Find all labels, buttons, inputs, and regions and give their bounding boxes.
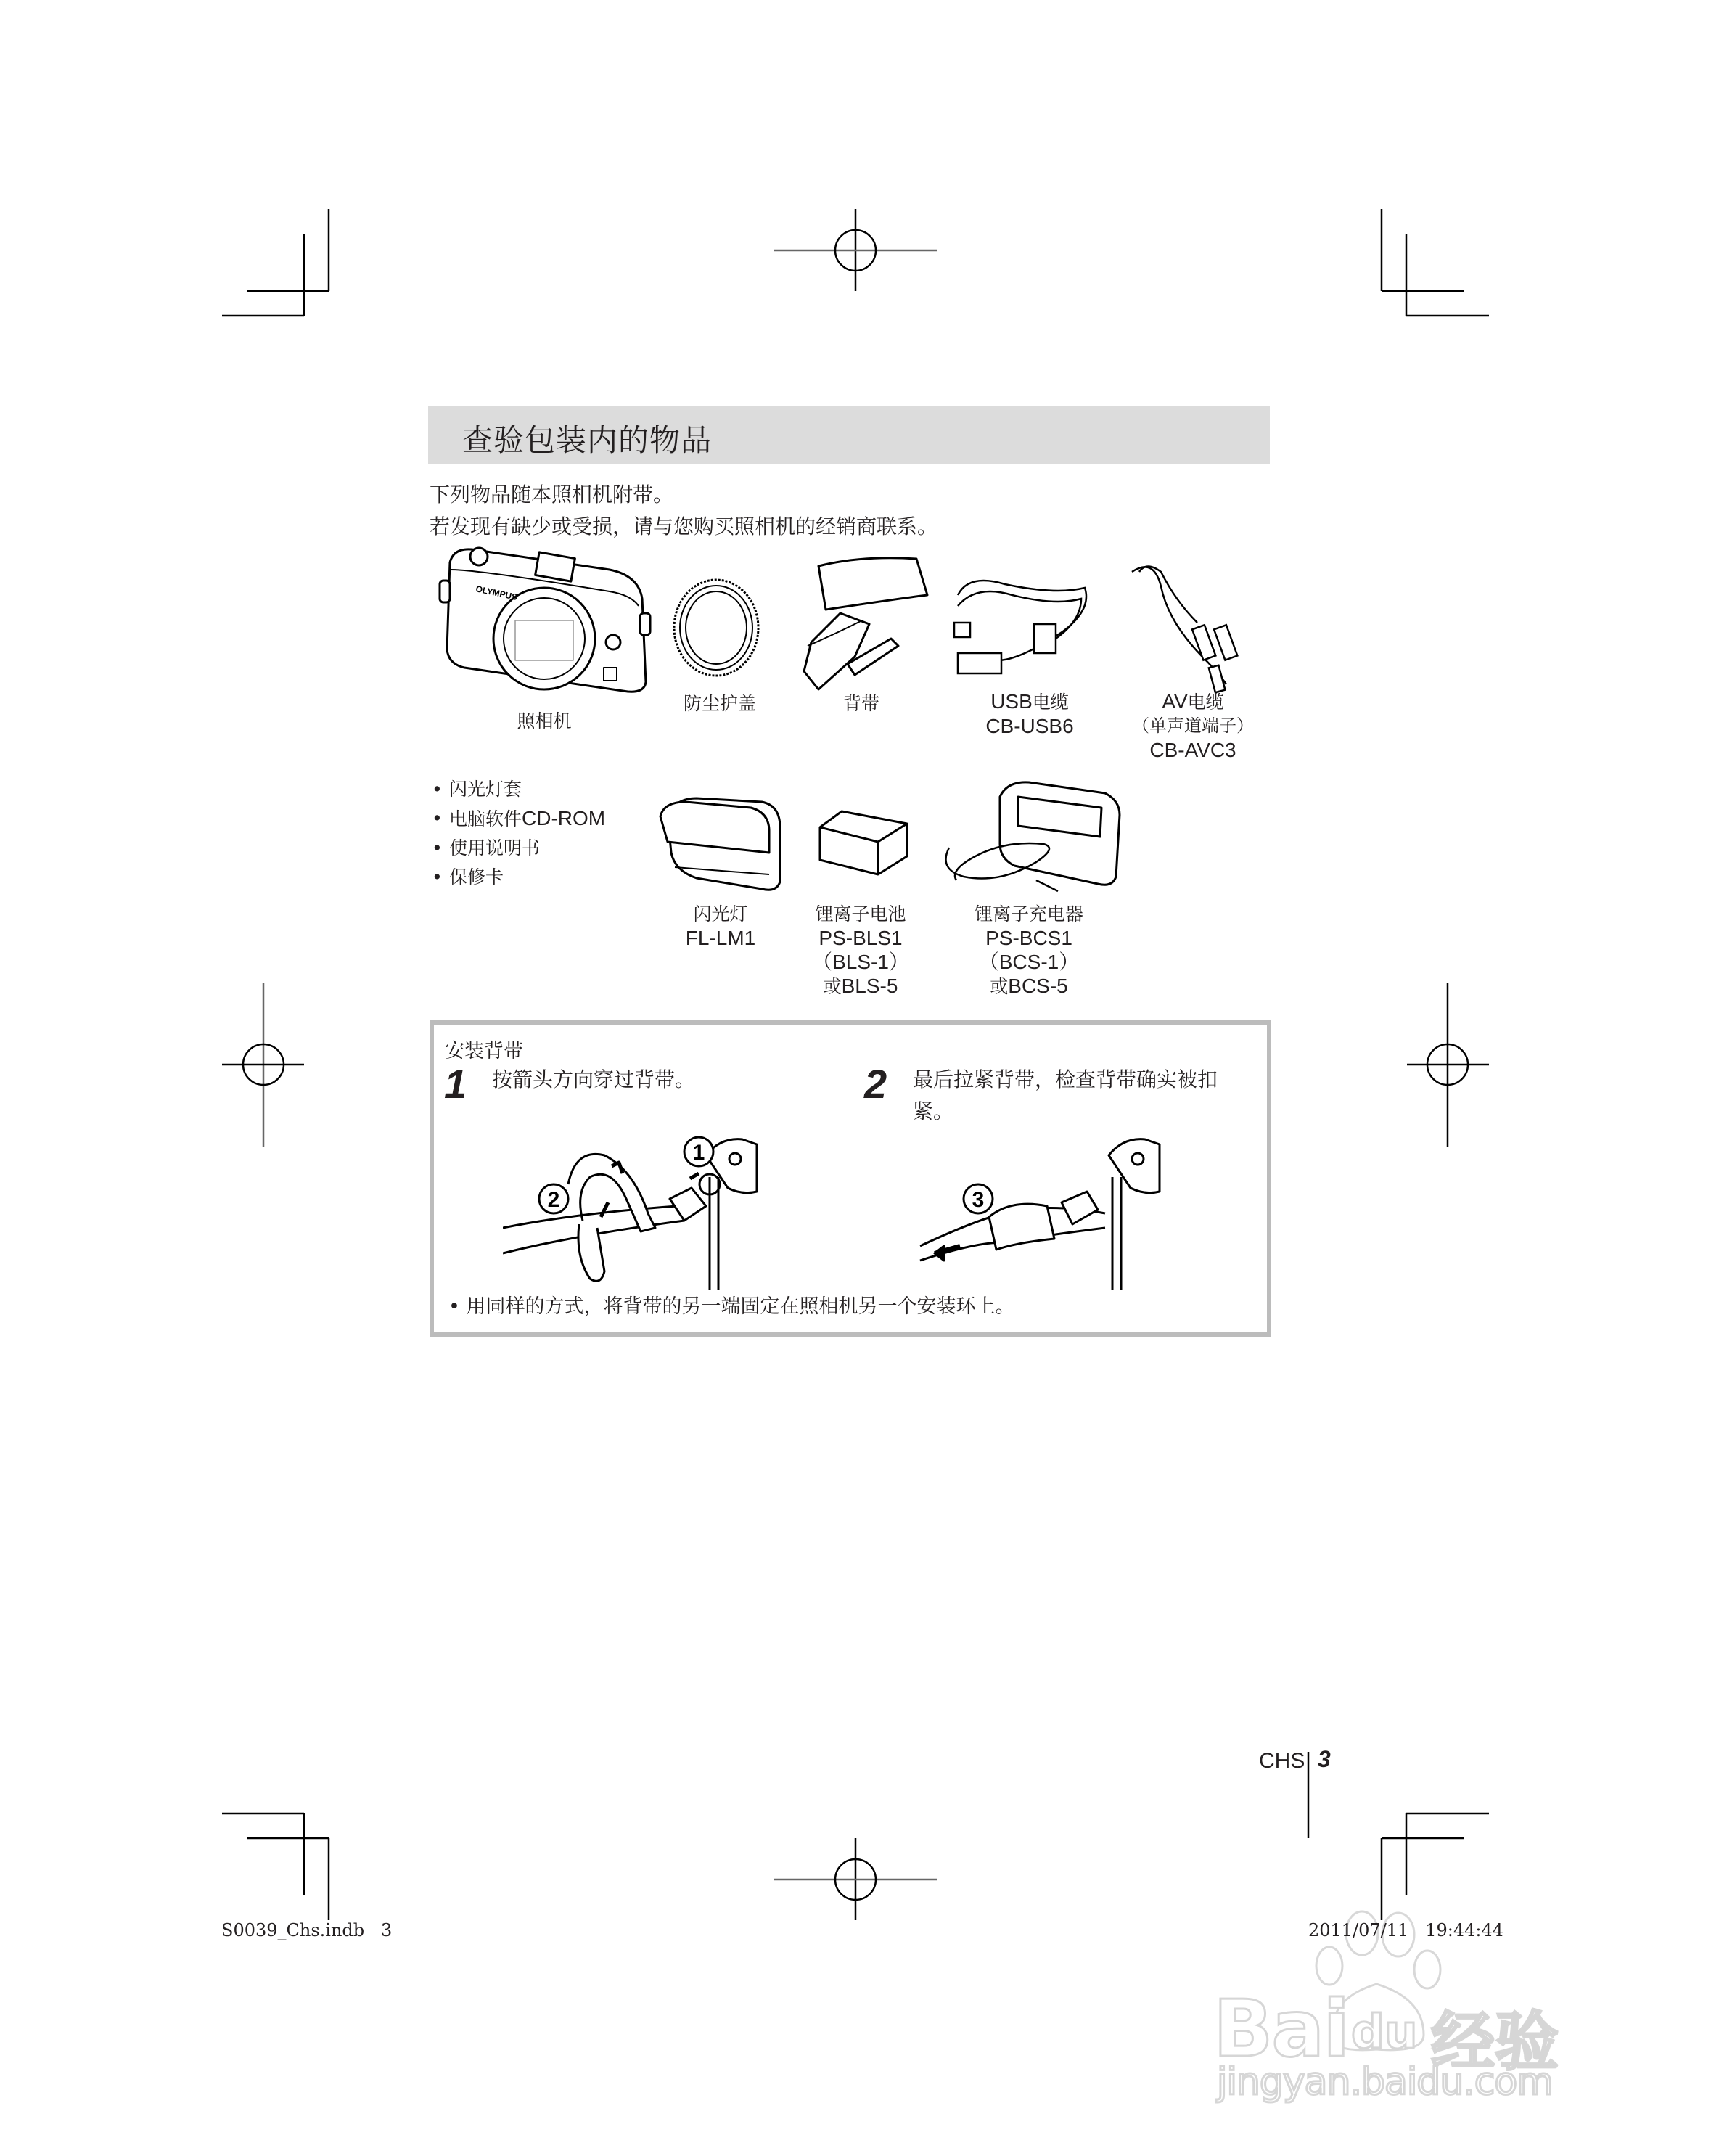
step-2-number: 2 (864, 1061, 887, 1107)
strap-note: • 用同样的方式，将背带的另一端固定在照相机另一个安装环上。 (448, 1295, 1015, 1318)
strap-box-title: 安装背带 (445, 1040, 523, 1062)
list-item: • 使用说明书 (432, 834, 605, 863)
item-label-usb-cable: USB电缆 CB-USB6 (985, 690, 1074, 737)
usb-cable-illustration (947, 566, 1099, 689)
item-label-av-cable: AV电缆 （单声道端子） CB-AVC3 (1132, 690, 1254, 761)
step-1-text: 按箭头方向穿过背带。 (492, 1067, 696, 1091)
camera-brand-text: OLYMPUS (475, 583, 519, 603)
step-1-number: 1 (444, 1061, 467, 1107)
item-label-battery: 锂离子电池 PS-BLS1 （BLS-1） 或BLS-5 (812, 903, 909, 997)
strap-step2-illustration (916, 1134, 1192, 1290)
slug-filename: S0039_Chs.indb 3 (221, 1920, 393, 1940)
section-header (428, 406, 1270, 464)
list-item: • 保修卡 (432, 863, 605, 892)
step-2-text: 最后拉紧背带，检查背带确实被扣 紧。 (913, 1067, 1218, 1123)
item-label-camera: 照相机 (517, 710, 572, 731)
callout-2: 2 (547, 1188, 560, 1212)
camera-illustration (435, 541, 653, 697)
item-label-body-cap: 防尘护盖 (683, 693, 757, 714)
intro-line-2: 若发现有缺少或受损，请与您购买照相机的经销商联系。 (430, 515, 938, 538)
intro-line-1: 下列物品随本照相机附带。 (430, 483, 674, 507)
item-label-charger: 锂离子充电器 PS-BCS1 （BCS-1） 或BCS-5 (974, 903, 1084, 997)
flash-illustration (653, 787, 791, 896)
strap-attachment-box (430, 1020, 1271, 1337)
battery-illustration (813, 806, 914, 878)
section-title: 查验包装内的物品 (462, 422, 713, 458)
item-label-flash: 闪光灯 FL-LM1 (685, 903, 756, 949)
shoulder-strap-illustration (789, 555, 935, 697)
list-item: • 闪光灯套 (432, 775, 605, 804)
page-number: 3 (1318, 1746, 1331, 1772)
list-item: • 电脑软件CD-ROM (432, 804, 605, 834)
baidu-watermark: Bai du 经验 jingyan.baidu.com (1213, 1897, 1620, 2100)
slug-timestamp: 2011/07/11 19:44:44 (1308, 1920, 1504, 1940)
av-cable-illustration (1117, 557, 1248, 695)
language-code: CHS (1259, 1749, 1305, 1773)
other-items-list (432, 775, 605, 892)
charger-illustration (935, 775, 1123, 902)
item-label-strap: 背带 (842, 693, 880, 714)
callout-3: 3 (972, 1188, 985, 1212)
callout-1: 1 (692, 1141, 705, 1165)
strap-step1-illustration (503, 1134, 779, 1290)
body-cap-illustration (671, 577, 762, 679)
